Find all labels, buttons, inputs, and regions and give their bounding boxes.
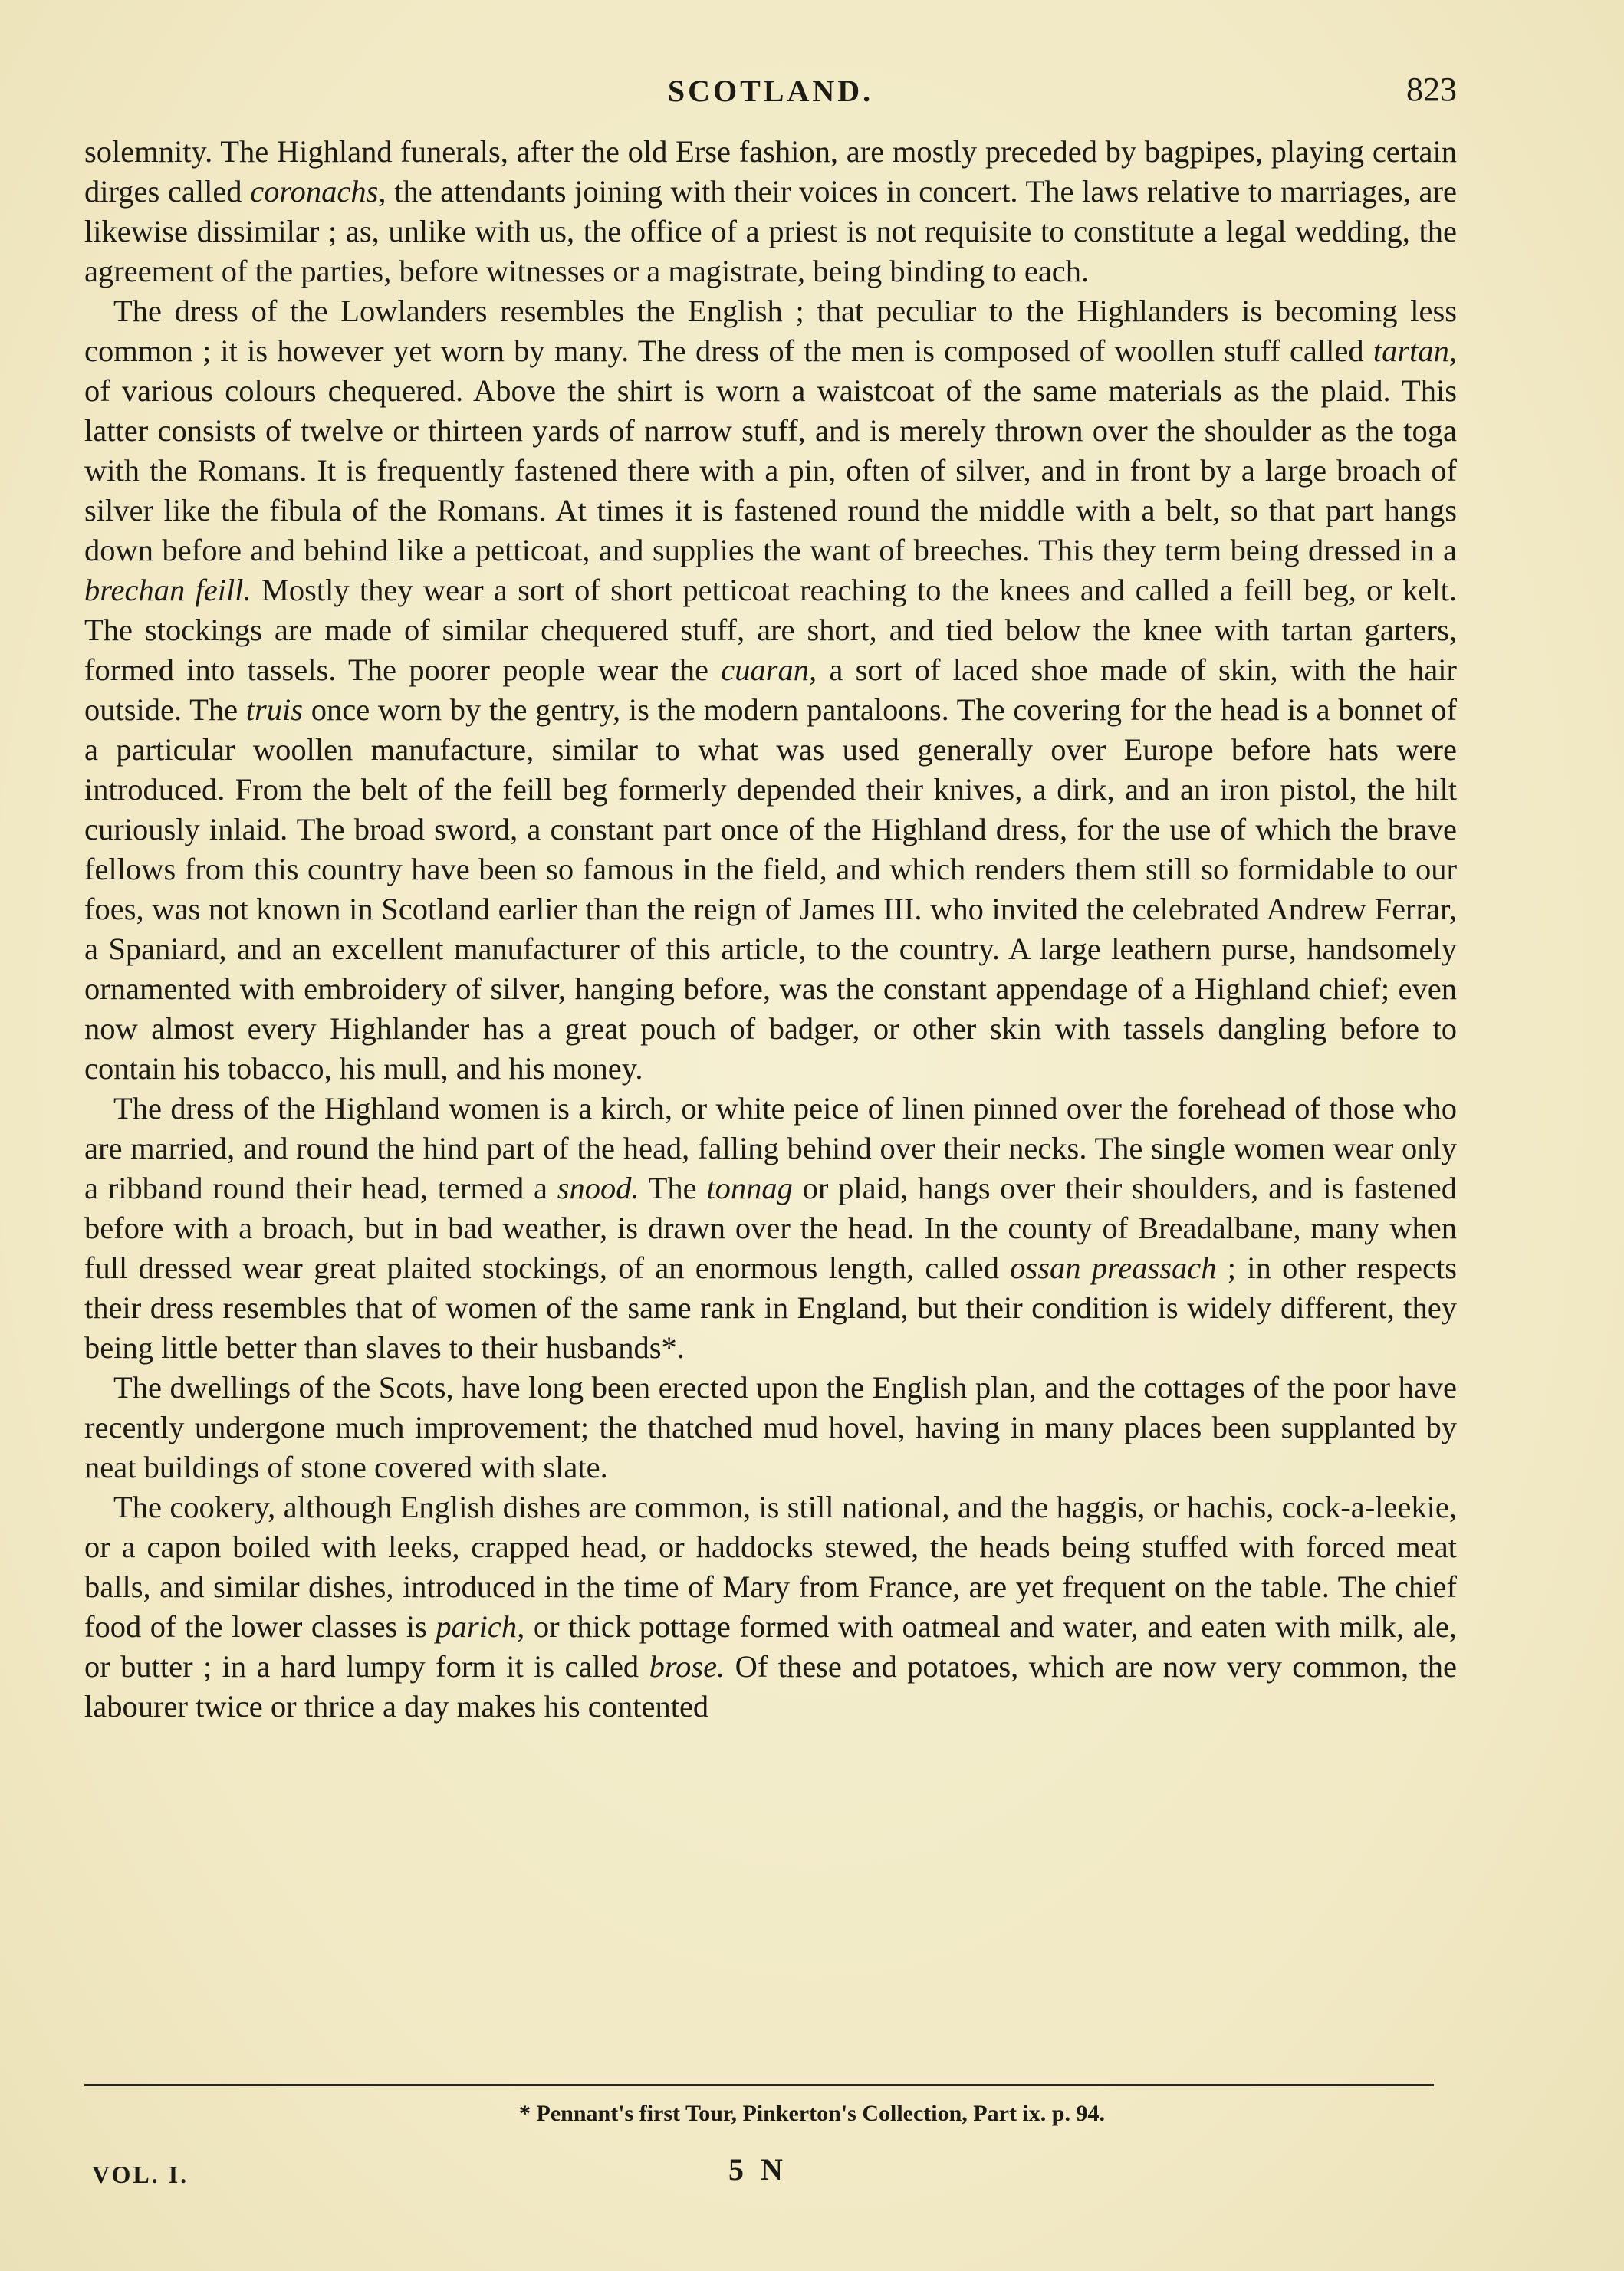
term-coronachs: coronachs, (250, 174, 386, 209)
page-number: 823 (1406, 71, 1457, 108)
footnote: * Pennant's first Tour, Pinkerton's Collection, Part ix. p. 94. (519, 2101, 1105, 2126)
signature-mark: 5 N (728, 2152, 787, 2187)
footnote-rule (84, 2084, 1434, 2086)
term-truis: truis (245, 692, 304, 727)
volume-label: VOL. I. (92, 2161, 189, 2188)
paragraph-funerals: solemnity. The Highland funerals, after the old Erse fashion, are mostly preceded by bagpipes, playing certain dirges called coronachs, the attendants joining with their voices in concert. The laws relative to marriages, are likewise dissimilar ; as, unlike with us, the office of a priest is not requisite to constitute a legal wedding, the agreement of the parties, before witnesses or a magistrate, being binding to each. (84, 134, 1457, 288)
paragraph-cookery: The cookery, although English dishes are common, is still national, and the haggis, or hachis, cock-a-leekie, or a capon boiled with leeks, crapped head, or haddocks stewed, the heads being stuffed with forced meat balls, and similar dishes, introduced in the time of Mary from France, are yet frequent on the table. The chief food of the lower classes is parich, or thick pottage formed with oatmeal and water, and eaten with milk, ale, or butter ; in a hard lumpy form it is called brose. Of these and potatoes, which are now very common, the labourer twice or thrice a day makes his contented (84, 1490, 1458, 1724)
term-brose: brose. (649, 1649, 725, 1684)
term-snood: snood. (557, 1171, 639, 1205)
paragraph-dress-women: The dress of the Highland women is a kirch, or white peice of linen pinned over the forehead of those who are married, and round the hind part of the head, falling behind over their necks. The single women wear only a ribband round their head, termed a snood. The tonnag or plaid, hangs over their shoulders, and is fastened before with a broach, but in bad weather, is drawn over the head. In the county of Breadalbane, many when full dressed wear great plaited stockings, of an enormous length, called ossan preassach ; in other respects their dress resembles that of women of the same rank in England, but their condition is widely different, they being little better than slaves to their husbands*. (84, 1091, 1458, 1365)
term-tartan: tartan, (1373, 334, 1457, 368)
paragraph-dress-men: The dress of the Lowlanders resembles the English ; that peculiar to the Highlanders is becoming less common ; it is however yet worn by many. The dress of the men is composed of woollen stuff called tartan, of various colours chequered. Above the shirt is worn a waistcoat of the same materials as the plaid. This latter consists of twelve or thirteen yards of narrow stuff, and is merely thrown over the shoulder as the toga with the Romans. It is frequently fastened there with a pin, often of silver, and in front by a large broach of silver like the fibula of the Romans. At times it is fastened round the middle with a belt, so that part hangs down before and behind like a petticoat, and supplies the want of breeches. This they term being dressed in a brechan feill. Mostly they wear a sort of short petticoat reaching to the knees and called a feill beg, or kelt. The stockings are made of similar chequered stuff, are short, and tied below the knee with tartan garters, formed into tassels. The poorer people wear the cuaran, a sort of laced shoe made of skin, with the hair outside. The truis once worn by the gentry, is the modern pantaloons. The covering for the head is a bonnet of a particular woollen manufacture, similar to what was used generally over Europe before hats were introduced. From the belt of the feill beg formerly depended their knives, a dirk, and an iron pistol, the hilt curiously inlaid. The broad sword, a constant part once of the Highland dress, for the use of which the brave fellows from this country have been so famous in the field, and which renders them still so formidable to our foes, was not known in Scotland earlier than the reign of James III. who invited the celebrated Andrew Ferrar, a Spaniard, and an excellent manufacturer of this article, to the country. A large leathern purse, handsomely ornamented with embroidery of silver, hanging before, was the constant appendage of a Highland chief; even now almost every Highlander has a great pouch of badger, or other skin with tassels dangling before to contain his tobacco, his mull, and his money. (84, 294, 1458, 1086)
page-header (84, 73, 1457, 119)
term-ossan-preassach: ossan preassach (1010, 1251, 1217, 1285)
term-tonnag: tonnag (706, 1171, 793, 1205)
term-parich: parich, (436, 1609, 525, 1644)
term-cuaran: cuaran, (721, 652, 817, 687)
paragraph-dwellings: The dwellings of the Scots, have long been erected upon the English plan, and the cottages of the poor have recently undergone much improvement; the thatched mud hovel, having in many places been supplanted by neat buildings of stone covered with slate. (84, 1370, 1457, 1484)
running-head: SCOTLAND. (667, 74, 874, 108)
body-text (84, 132, 1457, 1727)
term-brechan-feill: brechan feill. (84, 573, 251, 607)
